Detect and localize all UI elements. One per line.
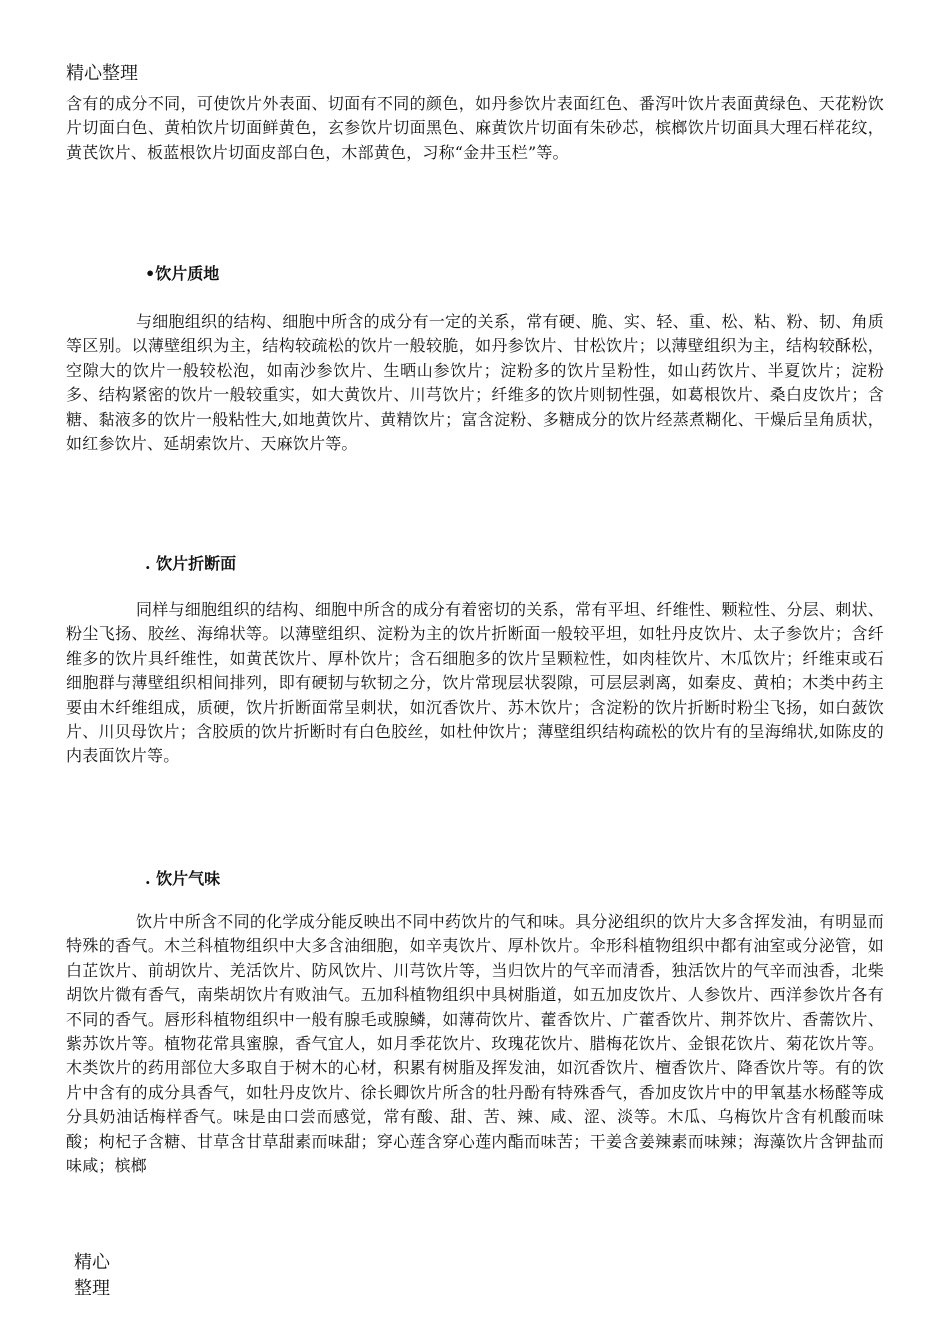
intro-paragraph: 含有的成分不同，可使饮片外表面、切面有不同的颜色，如丹参饮片表面红色、番泻叶饮片表面黄绿色、天花粉饮片切面白色、黄柏饮片切面鲜黄色，玄参饮片切面黑色、麻黄饮片切面有朱砂芯，槟榔饮片切面具大理石样花纹，黄芪饮片、板蓝根饮片切面皮部白色，木部黄色，习称“金井玉栏”等。: [66, 94, 884, 162]
section-heading-texture: •饮片质地: [145, 264, 220, 283]
footer-line-1: 精心: [74, 1252, 110, 1273]
section-body-odor: 饮片中所含不同的化学成分能反映出不同中药饮片的气和味。具分泌组织的饮片大多含挥发油，有明显而特殊的香气。木兰科植物组织中大多含油细胞，如辛夷饮片、厚朴饮片。伞形科植物组织中都有油室或分泌管，如白芷饮片、前胡饮片、羌活饮片、防风饮片、川芎饮片等，当归饮片的气辛而清香，独活饮片的气辛而浊香，北柴胡饮片微有香气，南柴胡饮片有败油气。五加科植物组织中具树脂道，如五加皮饮片、人参饮片、西洋参饮片各有不同的香气。唇形科植物组织中一般有腺毛或腺鳞，如薄荷饮片、藿香饮片、广藿香饮片、荆芥饮片、香薷饮片、紫苏饮片等。植物花常具蜜腺，香气宜人，如月季花饮片、玫瑰花饮片、腊梅花饮片、金银花饮片、菊花饮片等。木类饮片的药用部位大多取自于树木的心材，积累有树脂及挥发油，如沉香饮片、檀香饮片、降香饮片等。有的饮片中含有的成分具香气，如牡丹皮饮片、徐长卿饮片所含的牡丹酚有特殊香气，香加皮饮片中的甲氧基水杨醛等成分具奶油话梅样香气。味是由口尝而感觉，常有酸、甜、苦、辣、咸、涩、淡等。木瓜、乌梅饮片含有机酸而味酸；枸杞子含糖、甘草含甘草甜素而味甜；穿心莲含穿心莲内酯而味苦；干姜含姜辣素而味辣；海藻饮片含钾盐而味咸；槟榔: [66, 912, 884, 1176]
section-heading-fracture: . 饮片折断面: [145, 554, 237, 573]
section-body-fracture: 同样与细胞组织的结构、细胞中所含的成分有着密切的关系，常有平坦、纤维性、颗粒性、分层、刺状、粉尘飞扬、胶丝、海绵状等。以薄壁组织、淀粉为主的饮片折断面一般较平坦，如牡丹皮饮片、太子参饮片；含纤维多的饮片具纤维性，如黄芪饮片、厚朴饮片；含石细胞多的饮片呈颗粒性，如肉桂饮片、木瓜饮片；纤维束或石细胞群与薄壁组织相间排列，即有硬韧与软韧之分，饮片常现层状裂隙，可层层剥离，如秦皮、黄柏；木类中药主要由木纤维组成，质硬，饮片折断面常呈刺状，如沉香饮片、苏木饮片；含淀粉的饮片折断时粉尘飞扬，如白蔹饮片、川贝母饮片；含胶质的饮片折断时有白色胶丝，如杜仲饮片；薄壁组织结构疏松的饮片有的呈海绵状,如陈皮的内表面饮片等。: [66, 600, 884, 766]
page-footer: [74, 1250, 124, 1302]
page-header: 精心整理: [66, 63, 138, 84]
section-heading-odor: . 饮片气味: [145, 869, 221, 888]
section-body-texture: 与细胞组织的结构、细胞中所含的成分有一定的关系，常有硬、脆、实、轻、重、松、粘、粉、韧、角质等区别。以薄壁组织为主，结构较疏松的饮片一般较脆，如丹参饮片、甘松饮片；以薄壁组织为主，结构较酥松，空隙大的饮片一般较松泡，如南沙参饮片、生晒山参饮片；淀粉多的饮片呈粉性，如山药饮片、半夏饮片；淀粉多、结构紧密的饮片一般较重实，如大黄饮片、川芎饮片；纤维多的饮片则韧性强，如葛根饮片、桑白皮饮片；含糖、黏液多的饮片一般粘性大,如地黄饮片、黄精饮片；富含淀粉、多糖成分的饮片经蒸煮糊化、干燥后呈角质状，如红参饮片、延胡索饮片、天麻饮片等。: [66, 312, 884, 454]
footer-line-2: 整理: [74, 1278, 110, 1299]
